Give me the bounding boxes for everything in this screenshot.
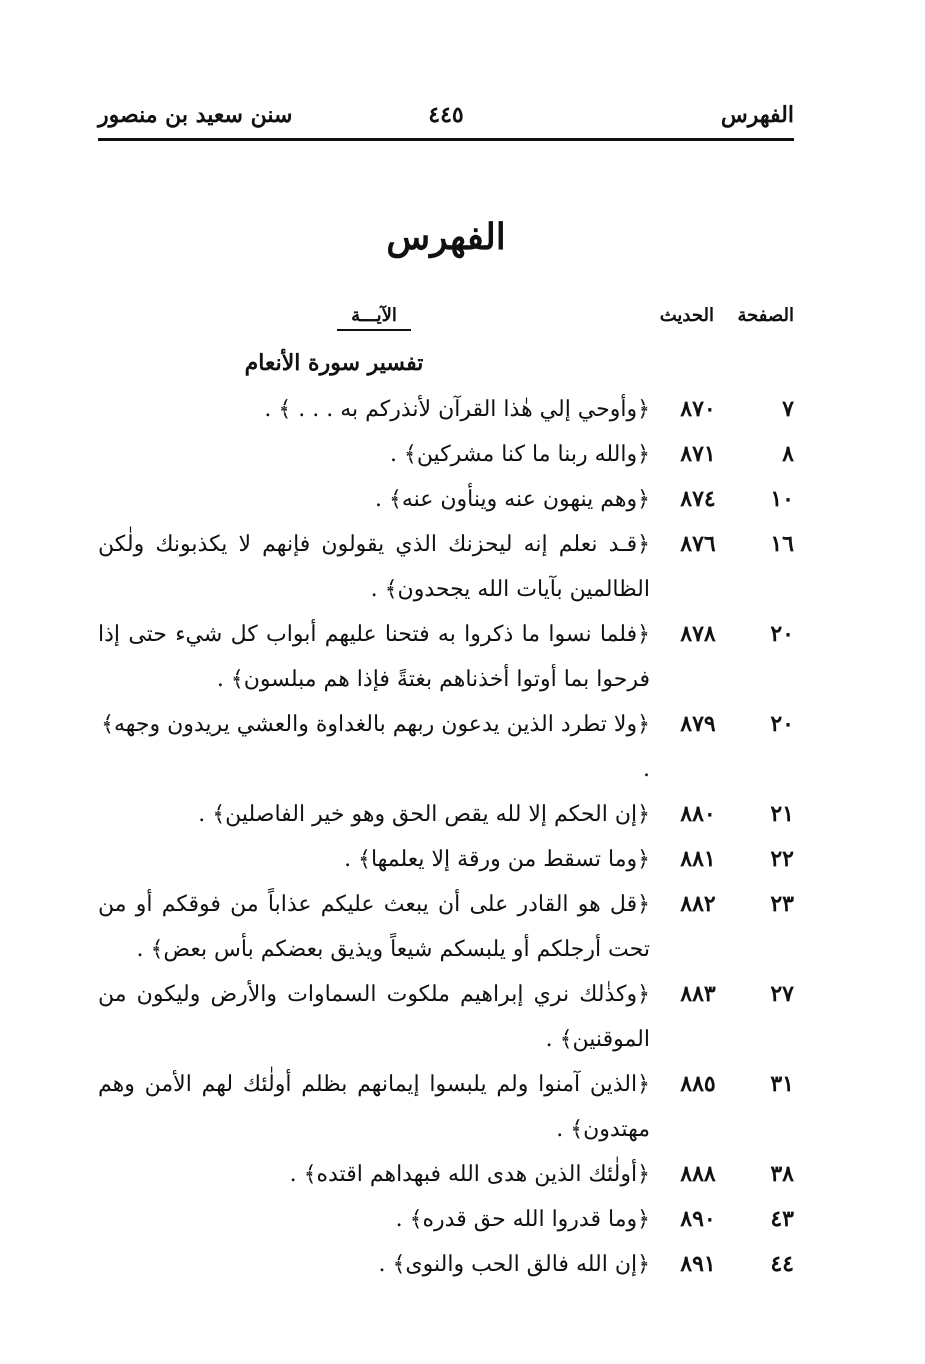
entry-hadith: ٨٧٨ <box>680 621 716 647</box>
column-header-hadith: الحديث <box>659 305 714 326</box>
entry-hadith: ٨٨٠ <box>680 801 716 827</box>
column-headers <box>98 303 794 331</box>
index-entry <box>98 612 794 702</box>
surah-heading-text: تفسير سورة الأنعام <box>244 350 424 376</box>
entry-page: ٢٧ <box>770 981 794 1007</box>
entry-ayah: ﴿إن الحكم إلا لله يقص الحق وهو خير الفاصلين﴾ . <box>198 802 650 827</box>
entry-page: ٢٠ <box>770 711 794 737</box>
entry-page: ١٠ <box>770 486 794 512</box>
index-entry <box>98 477 794 522</box>
entry-page: ٣٨ <box>770 1161 794 1187</box>
entry-hadith: ٨٩٠ <box>680 1206 716 1232</box>
index-entry <box>98 387 794 432</box>
page-title: الفهرس <box>386 216 506 258</box>
entry-page: ٢١ <box>770 801 794 827</box>
entry-ayah: ﴿فلما نسوا ما ذكروا به فتحنا عليهم أبواب كل شيء حتى إذا فرحوا بما أوتوا أخذناهم بغتةً فإذا هم مبلسون﴾ . <box>98 622 650 692</box>
running-header <box>98 96 794 141</box>
entry-page: ٧ <box>782 396 794 422</box>
entry-ayah: ﴿وما قدروا الله حق قدره﴾ . <box>395 1207 650 1232</box>
entry-hadith: ٨٨٣ <box>680 981 716 1007</box>
index-entry <box>98 837 794 882</box>
entry-ayah: ﴿أولٰئك الذين هدى الله فبهداهم اقتده﴾ . <box>289 1162 650 1187</box>
entry-ayah: ﴿إن الله فالق الحب والنوى﴾ . <box>378 1252 650 1277</box>
entry-page: ٢٣ <box>770 891 794 917</box>
page-number: ٤٤٥ <box>428 102 464 128</box>
column-header-page: الصفحة <box>737 305 794 326</box>
entry-ayah: ﴿وهم ينهون عنه وينأون عنه﴾ . <box>374 487 650 512</box>
entry-ayah: ﴿قـد نعلم إنه ليحزنك الذي يقولون فإنهم لا يكذبونك ولٰكن الظالمين بآيات الله يجحدون﴾ . <box>98 532 650 602</box>
index-page <box>98 96 794 1287</box>
entry-ayah: ﴿قل هو القادر على أن يبعث عليكم عذاباً من فوقكم أو من تحت أرجلكم أو يلبسكم شيعاً ويذيق بعضكم بأس بعض﴾ . <box>98 892 650 962</box>
header-book-title: سنن سعيد بن منصور <box>98 102 293 128</box>
index-entry <box>98 1152 794 1197</box>
index-entry <box>98 1062 794 1152</box>
surah-heading <box>98 343 794 383</box>
entry-hadith: ٨٨١ <box>680 846 716 872</box>
entry-page: ١٦ <box>770 531 794 557</box>
entry-page: ٤٣ <box>770 1206 794 1232</box>
entry-hadith: ٨٨٢ <box>680 891 716 917</box>
entry-ayah: ﴿والله ربنا ما كنا مشركين﴾ . <box>389 442 650 467</box>
entry-page: ٣١ <box>770 1071 794 1097</box>
index-entry <box>98 432 794 477</box>
entry-hadith: ٨٧٩ <box>680 711 716 737</box>
entry-ayah: ﴿الذين آمنوا ولم يلبسوا إيمانهم بظلم أولٰئك لهم الأمن وهم مهتدون﴾ . <box>98 1072 650 1142</box>
entry-ayah: ﴿وأوحي إلي هٰذا القرآن لأنذركم به . . . ﴾ . <box>264 397 650 422</box>
index-entry <box>98 1197 794 1242</box>
index-entry <box>98 702 794 792</box>
index-entry <box>98 882 794 972</box>
entry-hadith: ٨٨٥ <box>680 1071 716 1097</box>
index-entries <box>98 387 794 1287</box>
index-entry <box>98 972 794 1062</box>
entry-hadith: ٨٨٨ <box>680 1161 716 1187</box>
index-entry <box>98 1242 794 1287</box>
entry-hadith: ٨٧١ <box>680 441 716 467</box>
entry-hadith: ٨٧٦ <box>680 531 716 557</box>
entry-page: ٤٤ <box>770 1251 794 1277</box>
column-header-ayah: الآيـــة <box>337 303 411 331</box>
header-section-title: الفهرس <box>720 102 794 128</box>
entry-hadith: ٨٧٤ <box>680 486 716 512</box>
entry-ayah: ﴿وكذٰلك نري إبراهيم ملكوت السماوات والأرض وليكون من الموقنين﴾ . <box>98 982 650 1052</box>
entry-hadith: ٨٧٠ <box>680 396 716 422</box>
entry-ayah: ﴿وما تسقط من ورقة إلا يعلمها﴾ . <box>344 847 650 872</box>
entry-page: ٢٢ <box>770 846 794 872</box>
entry-page: ٢٠ <box>770 621 794 647</box>
entry-hadith: ٨٩١ <box>680 1251 716 1277</box>
column-header-ayah-wrap <box>98 303 650 331</box>
index-entry <box>98 522 794 612</box>
index-entry <box>98 792 794 837</box>
entry-page: ٨ <box>782 441 794 467</box>
entry-ayah: ﴿ولا تطرد الذين يدعون ربهم بالغداوة والعشي يريدون وجهه﴾ . <box>101 712 650 782</box>
